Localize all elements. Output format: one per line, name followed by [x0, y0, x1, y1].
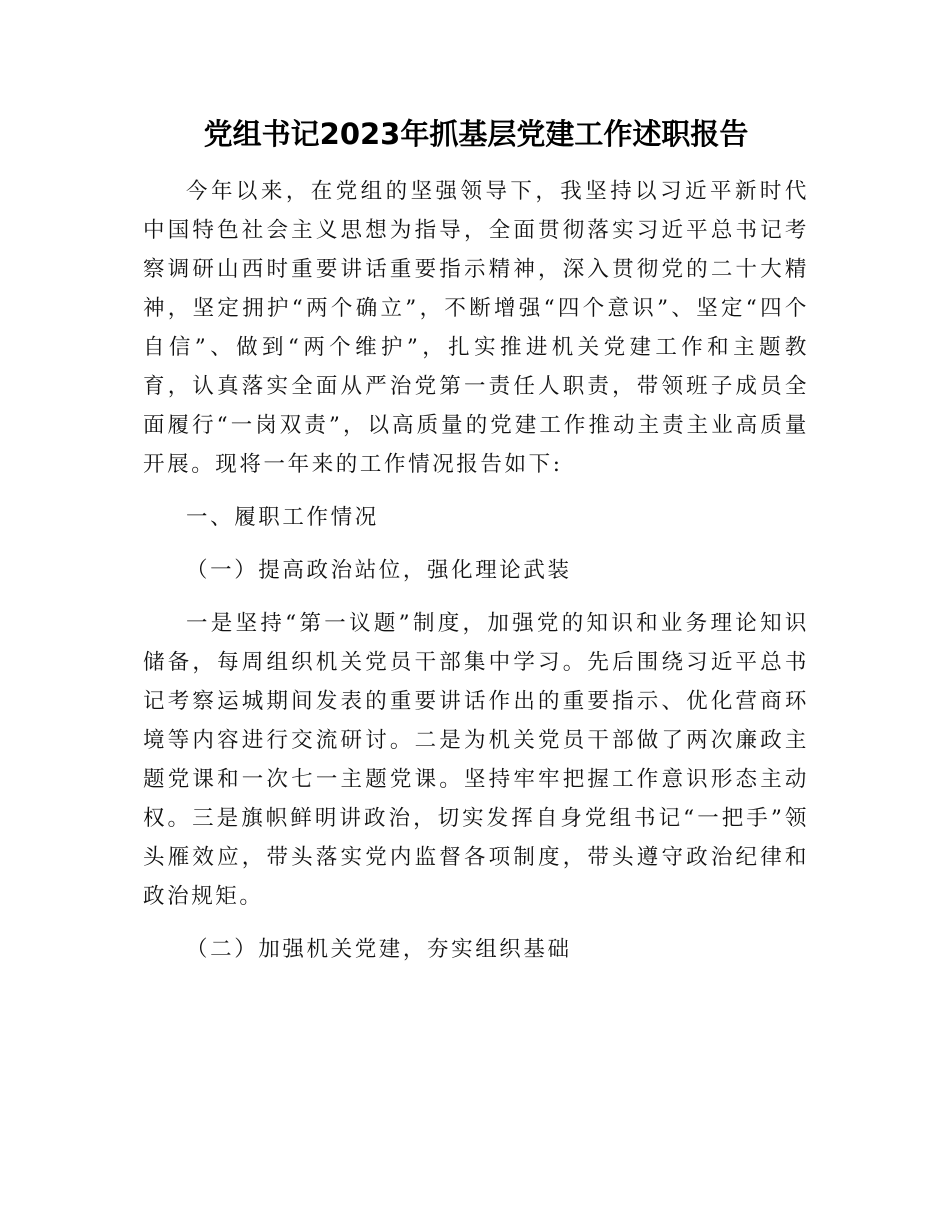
document-page	[143, 110, 809, 969]
document-title: 党组书记2023年抓基层党建工作述职报告	[203, 117, 749, 151]
subsection-heading-2: （二）加强机关党建，夯实组织基础	[186, 937, 572, 962]
subsection-heading-1: （一）提高政治站位，强化理论武装	[186, 558, 572, 583]
section-heading-1: 一、履职工作情况	[186, 505, 379, 530]
intro-paragraph: 今年以来，在党组的坚强领导下，我坚持以习近平新时代中国特色社会主义思想为指导，全面贯彻落实习近平总书记考察调研山西时重要讲话重要指示精神，深入贯彻党的二十大精神，坚定拥护“两个确立”，不断增强“四个意识”、坚定“四个自信”、做到“两个维护”，扎实推进机关党建工作和主题教育，认真落实全面从严治党第一责任人职责，带领班子成员全面履行“一岗双责”，以高质量的党建工作推动主责主业高质量开展。现将一年来的工作情况报告如下:	[143, 179, 809, 477]
document-body	[143, 172, 809, 969]
subsection-1-paragraph: 一是坚持“第一议题”制度，加强党的知识和业务理论知识储备，每周组织机关党员干部集中学习。先后围绕习近平总书记考察运城期间发表的重要讲话作出的重要指示、优化营商环境等内容进行交流研讨。二是为机关党员干部做了两次廉政主题党课和一次七一主题党课。坚持牢牢把握工作意识形态主动权。三是旗帜鲜明讲政治，切实发挥自身党组书记“一把手”领头雁效应，带头落实党内监督各项制度，带头遵守政治纪律和政治规矩。	[143, 611, 809, 909]
